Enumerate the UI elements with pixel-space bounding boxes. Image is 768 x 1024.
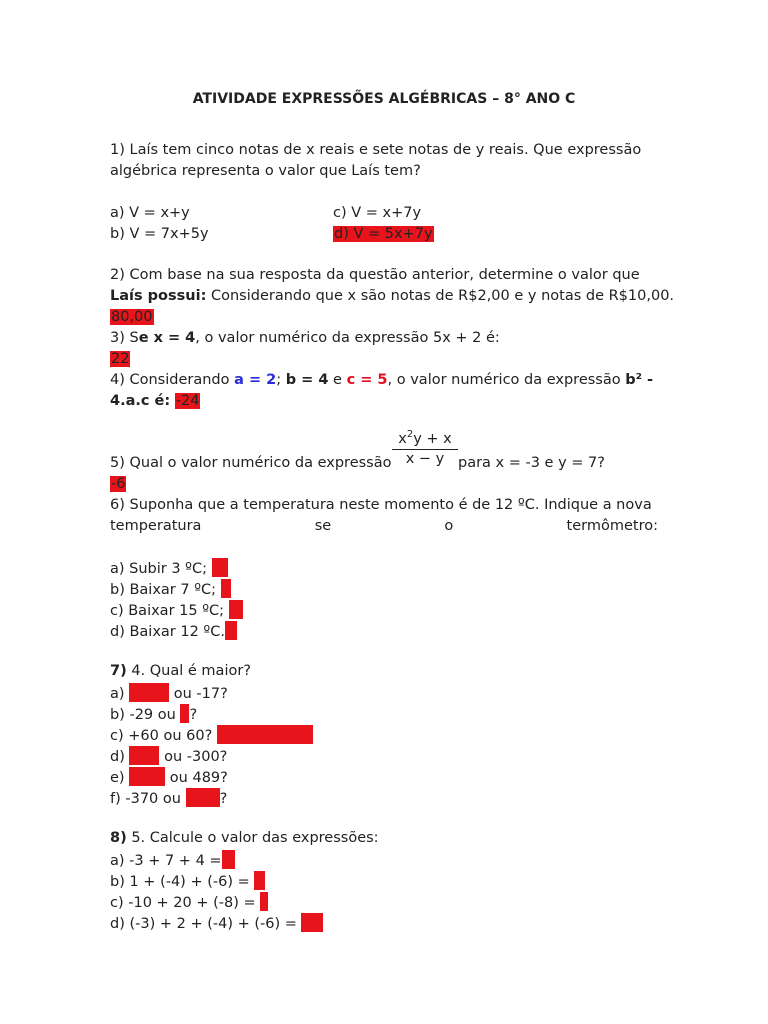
q6-option-a: a) Subir 3 ºC;	[110, 558, 228, 578]
q3-line: 3) Se x = 4, o valor numérico da expressão 5x + 2 é:	[110, 330, 500, 346]
q6-option-b: b) Baixar 7 ºC;	[110, 579, 231, 599]
q7-title: 7) 4. Qual é maior?	[110, 663, 251, 679]
redaction-box	[229, 600, 243, 619]
q5-line-end: para x = -3 e y = 7?	[458, 455, 605, 471]
q2-answer: 80,00	[111, 309, 153, 325]
q1-option-c: c) V = x+7y	[333, 205, 422, 221]
q1-option-b: b) V = 7x+5y	[110, 226, 209, 242]
q6-option-c: c) Baixar 15 ºC;	[110, 600, 243, 620]
q7-item-f: f) -370 ou ?	[110, 788, 227, 808]
q5-denominator: x − y	[405, 451, 445, 467]
redaction-box	[129, 683, 169, 702]
redaction-box	[301, 913, 323, 932]
q6-option-d: d) Baixar 12 ºC.	[110, 621, 237, 641]
q6-line2: temperatura se o termômetro:	[110, 518, 658, 534]
q8-item-d: d) (-3) + 2 + (-4) + (-6) =	[110, 913, 323, 933]
q7-item-e: e) ou 489?	[110, 767, 228, 787]
q7-item-a: a) ou -17?	[110, 683, 228, 703]
q7-item-d: d) ou -300?	[110, 746, 227, 766]
redaction-box	[212, 558, 228, 577]
redaction-box	[186, 788, 220, 807]
q1-answer-highlight: d) V = 5x+7y	[334, 226, 433, 242]
q5-fraction	[392, 430, 458, 468]
redaction-box	[260, 892, 268, 911]
q1-option-a: a) V = x+y	[110, 205, 190, 221]
q7-item-c: c) +60 ou 60?	[110, 725, 313, 745]
q2-line1: 2) Com base na sua resposta da questão anterior, determine o valor que	[110, 267, 640, 283]
q7-item-b: b) -29 ou ?	[110, 704, 197, 724]
redaction-box	[129, 767, 165, 786]
q6-line1: 6) Suponha que a temperatura neste momento é de 12 ºC. Indique a nova	[110, 497, 652, 513]
redaction-box	[254, 871, 265, 890]
q5-answer: -6	[111, 476, 126, 492]
q8-item-c: c) -10 + 20 + (-8) =	[110, 892, 268, 912]
redaction-box	[225, 621, 237, 640]
q5-line: 5) Qual o valor numérico da expressão	[110, 455, 392, 471]
q4-line1: 4) Considerando a = 2; b = 4 e c = 5, o valor numérico da expressão b² -	[110, 372, 654, 388]
q4-line2: 4.a.c é: -24	[110, 393, 200, 409]
q8-item-b: b) 1 + (-4) + (-6) =	[110, 871, 265, 891]
q2-line2: Laís possui: Considerando que x são notas de R$2,00 e y notas de R$10,00.	[110, 288, 675, 304]
q8-item-a: a) -3 + 7 + 4 =	[110, 850, 235, 870]
page-title: ATIVIDADE EXPRESSÕES ALGÉBRICAS – 8° ANO C	[192, 91, 576, 107]
q1-line2: algébrica representa o valor que Laís tem?	[110, 163, 421, 179]
redaction-box	[221, 579, 231, 598]
q8-title: 8) 5. Calcule o valor das expressões:	[110, 830, 379, 846]
q5-numerator: $x^2y + x$	[392, 430, 458, 450]
redaction-box	[217, 725, 313, 744]
q3-answer: 22	[111, 351, 130, 367]
q1-line1: 1) Laís tem cinco notas de x reais e sete notas de y reais. Que expressão	[110, 142, 642, 158]
q1-option-d	[333, 225, 434, 243]
redaction-box	[222, 850, 235, 869]
redaction-box	[129, 746, 159, 765]
